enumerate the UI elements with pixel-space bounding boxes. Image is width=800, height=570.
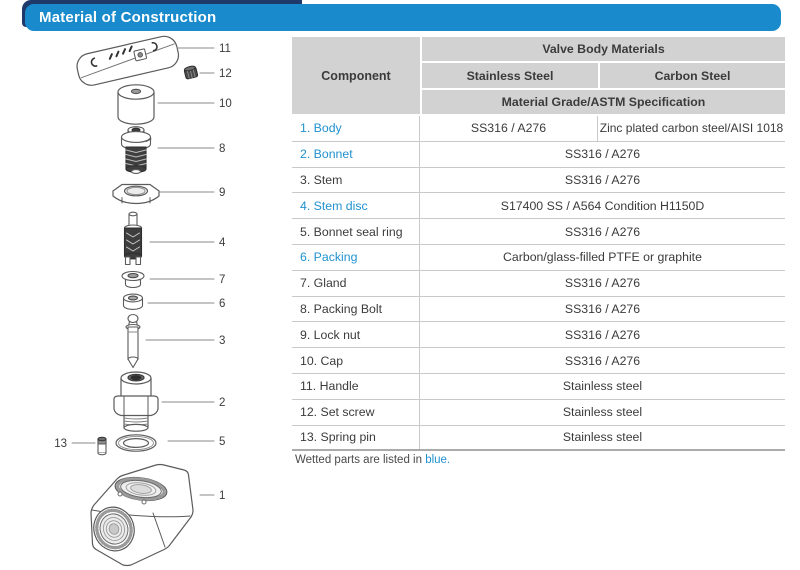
callout-number-bonnet-seal-ring: 5 bbox=[219, 436, 226, 448]
callout-number-packing: 6 bbox=[219, 298, 226, 310]
bonnet-seal-ring-part bbox=[116, 435, 156, 451]
value-cell: SS316 / A276 bbox=[564, 172, 641, 187]
value-cell: SS316 / A276 bbox=[564, 276, 641, 291]
footnote-highlight: blue. bbox=[425, 454, 451, 466]
component-cell: 2. Bonnet bbox=[292, 142, 420, 167]
table-header bbox=[292, 37, 785, 114]
table-row bbox=[292, 400, 785, 426]
callout-number-cap: 10 bbox=[219, 98, 232, 110]
component-cell: 13. Spring pin bbox=[292, 426, 420, 450]
body-part bbox=[88, 465, 193, 566]
handle-part bbox=[74, 35, 181, 88]
table-row bbox=[292, 271, 785, 297]
value-cell: Carbon/glass-filled PTFE or graphite bbox=[503, 250, 702, 265]
table-row bbox=[292, 245, 785, 271]
callout-number-lock-nut: 9 bbox=[219, 187, 226, 199]
callout-number-packing-bolt: 8 bbox=[219, 143, 226, 155]
callout-number-spring-pin: 13 bbox=[54, 438, 67, 450]
table-row bbox=[292, 142, 785, 168]
component-cell: 10. Cap bbox=[292, 348, 420, 373]
header-carbon-steel: Carbon Steel bbox=[600, 63, 785, 88]
spring-pin-part bbox=[98, 437, 106, 454]
callout-number-body: 1 bbox=[219, 490, 226, 502]
table-row bbox=[292, 348, 785, 374]
value-cell: Stainless steel bbox=[562, 379, 643, 394]
table-row bbox=[292, 322, 785, 348]
page-title-bar bbox=[25, 4, 781, 31]
callout-number-stem: 3 bbox=[219, 335, 226, 347]
callout-number-set-screw: 12 bbox=[219, 68, 232, 80]
header-group: Valve Body Materials bbox=[422, 37, 785, 61]
component-cell: 12. Set screw bbox=[292, 400, 420, 425]
page-title: Material of Construction bbox=[39, 9, 217, 26]
value-cell: S17400 SS / A564 Condition H1150D bbox=[500, 198, 705, 213]
component-cell: 5. Bonnet seal ring bbox=[292, 219, 420, 244]
table-row bbox=[292, 374, 785, 400]
materials-table bbox=[292, 37, 785, 451]
value-cell: SS316 / A276 bbox=[564, 301, 641, 316]
lock-nut-part bbox=[113, 185, 159, 204]
callout-number-bonnet: 2 bbox=[219, 397, 226, 409]
cap-part bbox=[118, 85, 154, 124]
set-screw-part bbox=[184, 65, 198, 79]
valve-diagram bbox=[25, 35, 290, 570]
stem-disc-part bbox=[125, 212, 142, 264]
component-cell: 9. Lock nut bbox=[292, 322, 420, 347]
callout-number-handle: 11 bbox=[219, 43, 231, 55]
gland-part bbox=[122, 272, 144, 288]
value-cell-carbon: Zinc plated carbon steel/AISI 1018 bbox=[599, 121, 784, 136]
table-body bbox=[292, 116, 785, 451]
value-cell: SS316 / A276 bbox=[564, 353, 641, 368]
component-cell: 8. Packing Bolt bbox=[292, 297, 420, 322]
table-row bbox=[292, 168, 785, 194]
table-row bbox=[292, 116, 785, 142]
table-row bbox=[292, 426, 785, 452]
value-cell: SS316 / A276 bbox=[564, 327, 641, 342]
header-stainless-steel: Stainless Steel bbox=[422, 63, 598, 88]
header-component: Component bbox=[292, 37, 420, 114]
packing-bolt-part bbox=[122, 127, 152, 174]
component-cell: 4. Stem disc bbox=[292, 193, 420, 218]
value-cell: SS316 / A276 bbox=[564, 147, 641, 162]
header-spec: Material Grade/ASTM Specification bbox=[422, 90, 785, 114]
callout-number-stem-disc: 4 bbox=[219, 237, 226, 249]
table-row bbox=[292, 219, 785, 245]
value-cell: Stainless steel bbox=[562, 430, 643, 445]
footnote bbox=[295, 454, 450, 466]
stem-part bbox=[126, 315, 140, 368]
table-row bbox=[292, 193, 785, 219]
component-cell: 11. Handle bbox=[292, 374, 420, 399]
value-cell: SS316 / A276 bbox=[564, 224, 641, 239]
bonnet-part bbox=[114, 372, 158, 431]
component-cell: 1. Body bbox=[292, 116, 420, 141]
component-cell: 6. Packing bbox=[292, 245, 420, 270]
value-cell: Stainless steel bbox=[562, 405, 643, 420]
callout-number-gland: 7 bbox=[219, 274, 226, 286]
table-row bbox=[292, 297, 785, 323]
value-cell-stainless: SS316 / A276 bbox=[420, 116, 598, 141]
packing-part bbox=[124, 294, 143, 309]
footnote-text: Wetted parts are listed in bbox=[295, 454, 426, 466]
component-cell: 7. Gland bbox=[292, 271, 420, 296]
component-cell: 3. Stem bbox=[292, 168, 420, 193]
